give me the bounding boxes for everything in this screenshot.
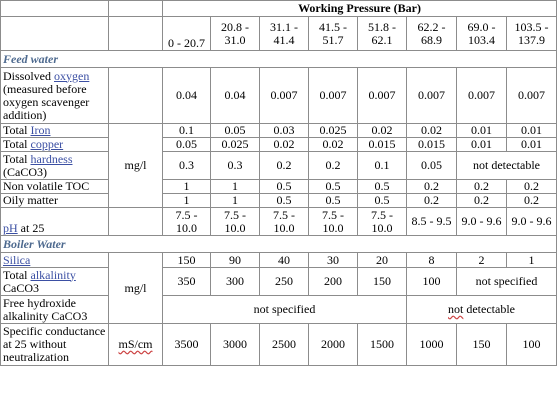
cell: 0.025 — [309, 124, 358, 138]
cell: 0.007 — [358, 68, 407, 124]
cell: 0.2 — [457, 180, 507, 194]
corner-cell — [1, 1, 109, 17]
cell: 8 — [407, 253, 457, 268]
copper-link[interactable]: copper — [30, 137, 64, 151]
cell: 7.5 - 10.0 — [260, 208, 309, 236]
cell: 0.05 — [211, 124, 260, 138]
row-label-hydroxide: Free hydroxide alkalinity CaCO3 — [1, 296, 109, 324]
cell: 0.1 — [163, 124, 211, 138]
pressure-title: Working Pressure (Bar) — [163, 1, 557, 17]
cell: 350 — [163, 268, 211, 296]
cell: 0.01 — [457, 138, 507, 152]
cell: 3500 — [163, 324, 211, 366]
iron-link[interactable]: Iron — [30, 123, 51, 137]
cell: 1 — [163, 194, 211, 208]
cell: 20 — [358, 253, 407, 268]
cell: 100 — [507, 324, 557, 366]
merged-cell-not-detectable: not detectable — [457, 152, 557, 180]
row-label-oily: Oily matter — [1, 194, 109, 208]
cell: 2500 — [260, 324, 309, 366]
cell: 0.025 — [211, 138, 260, 152]
cell: 0.2 — [407, 194, 457, 208]
cell: 0.5 — [309, 180, 358, 194]
cell: 100 — [407, 268, 457, 296]
cell: 0.007 — [260, 68, 309, 124]
cell: 40 — [260, 253, 309, 268]
cell: 0.007 — [407, 68, 457, 124]
ph-link[interactable]: pH — [3, 221, 18, 235]
range-header: 69.0 - 103.4 — [457, 17, 507, 51]
merged-cell-not-specified: not specified — [163, 296, 407, 324]
cell: 0.2 — [507, 180, 557, 194]
cell: 1 — [211, 180, 260, 194]
cell: 0.02 — [260, 138, 309, 152]
cell: 0.2 — [407, 180, 457, 194]
range-header: 41.5 - 51.7 — [309, 17, 358, 51]
cell: 0.01 — [507, 124, 557, 138]
cell: 0.04 — [211, 68, 260, 124]
row-label-oxygen: Dissolved oxygen (measured before oxygen scavenger addition) — [1, 68, 109, 124]
row-label-conductance: Specific conductance at 25 without neutralization — [1, 324, 109, 366]
cell: 0.04 — [163, 68, 211, 124]
range-header: 0 - 20.7 — [163, 17, 211, 51]
cell: 0.015 — [358, 138, 407, 152]
section-boiler-water: Boiler Water — [1, 236, 557, 253]
cell: 0.03 — [260, 124, 309, 138]
cell: 0.05 — [407, 152, 457, 180]
cell: 0.01 — [507, 138, 557, 152]
cell: 7.5 - 10.0 — [211, 208, 260, 236]
cell: 1 — [211, 194, 260, 208]
cell: 0.02 — [358, 124, 407, 138]
cell: 0.1 — [358, 152, 407, 180]
row-label-copper: Total copper — [1, 138, 109, 152]
cell: 250 — [260, 268, 309, 296]
unit-header-cell — [109, 1, 163, 17]
cell: 1 — [507, 253, 557, 268]
cell: 0.02 — [309, 138, 358, 152]
row-label-toc: Non volatile TOC — [1, 180, 109, 194]
cell: 8.5 - 9.5 — [407, 208, 457, 236]
cell: 0.007 — [457, 68, 507, 124]
cell: 0.007 — [309, 68, 358, 124]
range-header: 51.8 - 62.1 — [358, 17, 407, 51]
cell: 150 — [163, 253, 211, 268]
cell: 3000 — [211, 324, 260, 366]
alkalinity-link[interactable]: alkalinity — [30, 267, 76, 282]
silica-link[interactable]: Silica — [3, 252, 31, 267]
cell: 9.0 - 9.6 — [457, 208, 507, 236]
cell: 0.2 — [309, 152, 358, 180]
cell: 0.5 — [358, 194, 407, 208]
cell: 9.0 - 9.6 — [507, 208, 557, 236]
range-header: 20.8 - 31.0 — [211, 17, 260, 51]
cell: 30 — [309, 253, 358, 268]
cell: 0.5 — [260, 180, 309, 194]
cell: 150 — [457, 324, 507, 366]
section-feed-water: Feed water — [1, 51, 557, 68]
cell: 0.2 — [507, 194, 557, 208]
cell: 0.2 — [457, 194, 507, 208]
cell: 200 — [309, 268, 358, 296]
cell: 0.5 — [358, 180, 407, 194]
oxygen-link[interactable]: oxygen — [54, 68, 90, 83]
cell: 300 — [211, 268, 260, 296]
cell: 0.05 — [163, 138, 211, 152]
cell: 0.01 — [457, 124, 507, 138]
range-header: 31.1 - 41.4 — [260, 17, 309, 51]
row-label-iron: Total Iron — [1, 124, 109, 138]
cell: 7.5 - 10.0 — [358, 208, 407, 236]
cell: 0.5 — [260, 194, 309, 208]
cell: 0.015 — [407, 138, 457, 152]
cell: 150 — [358, 268, 407, 296]
cell: 0.5 — [309, 194, 358, 208]
hardness-link[interactable]: hardness — [30, 151, 73, 166]
cell: 0.3 — [211, 152, 260, 180]
cell: 2 — [457, 253, 507, 268]
range-header: 103.5 - 137.9 — [507, 17, 557, 51]
cell: 1000 — [407, 324, 457, 366]
unit-cell-feed: mg/l — [109, 124, 163, 208]
cell: 0.02 — [407, 124, 457, 138]
cell: 1500 — [358, 324, 407, 366]
cell: 90 — [211, 253, 260, 268]
cell: 2000 — [309, 324, 358, 366]
row-label-silica — [1, 253, 109, 268]
unit-cell-boiler: mg/l — [109, 253, 163, 324]
row-label-ph: pH at 25 — [1, 208, 109, 236]
cell: 0.2 — [260, 152, 309, 180]
cell: 7.5 - 10.0 — [309, 208, 358, 236]
merged-cell-not-detectable: not detectable — [407, 296, 557, 324]
unit-cell-conductance: mS/cm — [109, 324, 163, 366]
range-header: 62.2 - 68.9 — [407, 17, 457, 51]
merged-cell-not-specified: not specified — [457, 268, 557, 296]
row-label-alkalinity: Total alkalinity CaCO3 — [1, 268, 109, 296]
row-label-hardness: Total hardness (CaCO3) — [1, 152, 109, 180]
cell: 7.5 - 10.0 — [163, 208, 211, 236]
cell: 1 — [163, 180, 211, 194]
cell: 0.007 — [507, 68, 557, 124]
cell: 0.3 — [163, 152, 211, 180]
